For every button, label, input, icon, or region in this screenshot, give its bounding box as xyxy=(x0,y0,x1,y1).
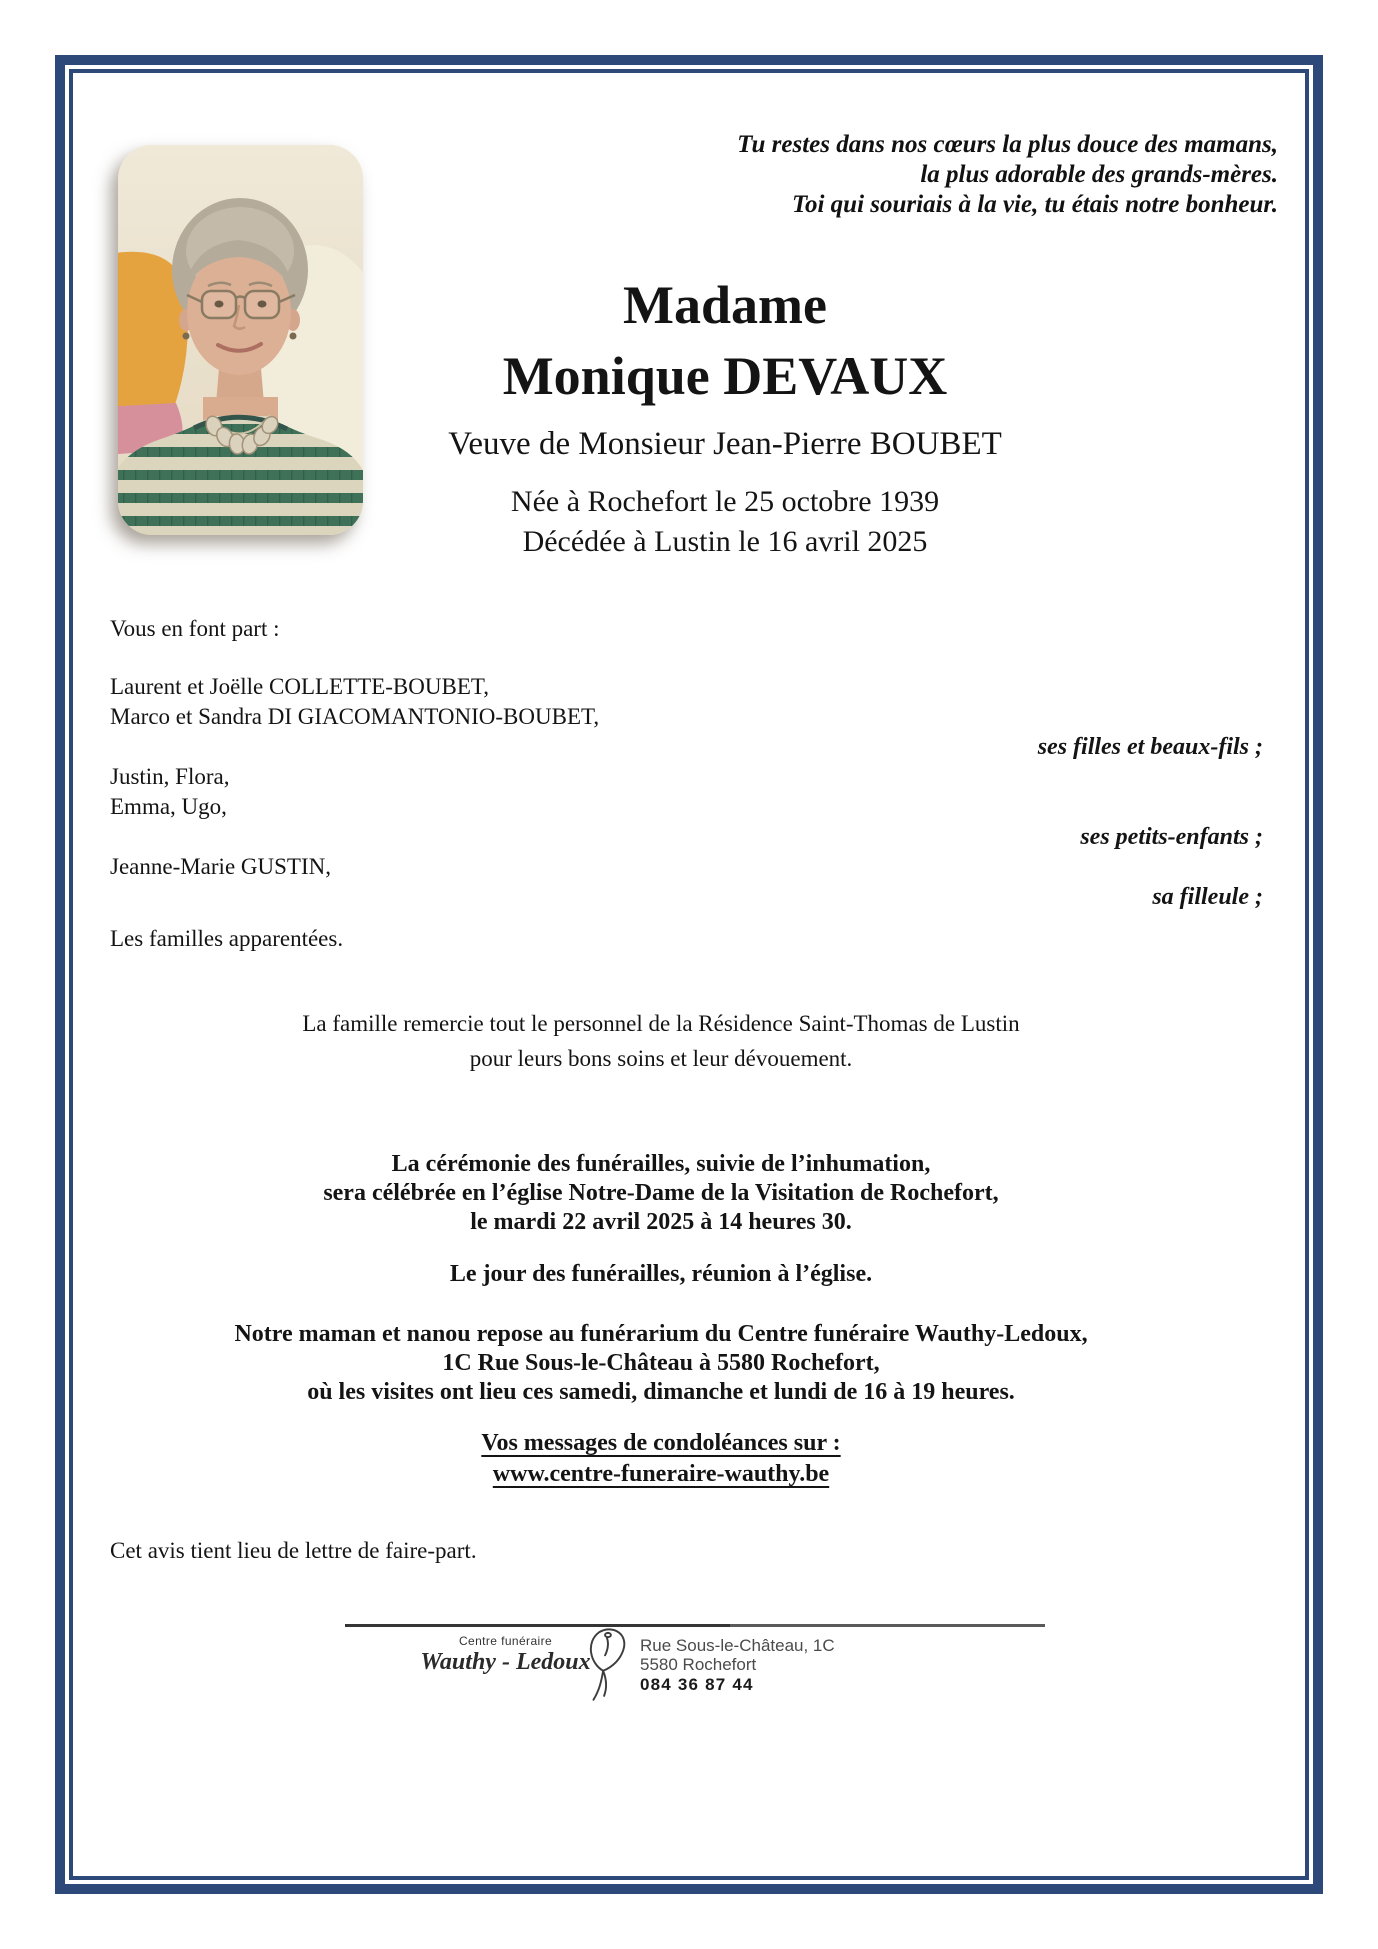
family-name: Laurent et Joëlle COLLETTE-BOUBET, xyxy=(110,674,489,699)
epitaph-line: Tu restes dans nos cœurs la plus douce des mamans, xyxy=(737,131,1278,158)
death-line: Décédée à Lustin le 16 avril 2025 xyxy=(522,525,928,558)
condolences-label: Vos messages de condoléances sur : xyxy=(481,1430,841,1456)
ceremony-line: La cérémonie des funérailles, suivie de l’inhumation, xyxy=(391,1151,931,1177)
relation-label: ses petits-enfants ; xyxy=(1080,824,1263,850)
thanks-section xyxy=(0,1006,1350,1076)
deceased-name: Monique DEVAUX xyxy=(502,346,948,406)
life-dates xyxy=(36,482,1378,562)
calla-lily-icon xyxy=(578,1626,636,1702)
funeral-home-contact xyxy=(640,1636,835,1694)
address-line: 5580 Rochefort xyxy=(640,1655,757,1674)
repose-line: Notre maman et nanou repose au funérarium du Centre funéraire Wauthy-Ledoux, xyxy=(234,1321,1088,1347)
funeral-home-brand xyxy=(418,1634,593,1676)
footer-divider xyxy=(345,1624,1045,1627)
phone-number: 084 36 87 44 xyxy=(640,1675,754,1694)
intro-line: Vous en font part : xyxy=(110,616,280,641)
repose-line: 1C Rue Sous-le-Château à 5580 Rochefort, xyxy=(442,1350,880,1376)
repose-line: où les visites ont lieu ces samedi, dimanche et lundi de 16 à 19 heures. xyxy=(307,1379,1015,1405)
brand-tagline: Centre funéraire xyxy=(458,1634,553,1648)
header xyxy=(36,270,1378,562)
ceremony-line: sera célébrée en l’église Notre-Dame de la Visitation de Rochefort, xyxy=(323,1180,999,1206)
notice-line: Cet avis tient lieu de lettre de faire-part. xyxy=(110,1538,477,1563)
address-line: Rue Sous-le-Château, 1C xyxy=(640,1636,835,1655)
relation-label: ses filles et beaux-fils ; xyxy=(1037,734,1263,760)
family-name: Jeanne-Marie GUSTIN, xyxy=(110,854,331,879)
brand-name: Wauthy - Ledoux xyxy=(420,1649,591,1675)
condolences-url: www.centre-funeraire-wauthy.be xyxy=(492,1461,830,1487)
widow-subtitle: Veuve de Monsieur Jean-Pierre BOUBET xyxy=(448,426,1002,462)
closing-line: Les familles apparentées. xyxy=(110,926,344,951)
reunion-line: Le jour des funérailles, réunion à l’église. xyxy=(449,1261,873,1287)
family-name: Marco et Sandra DI GIACOMANTONIO-BOUBET, xyxy=(110,704,600,729)
epitaph-line: Toi qui souriais à la vie, tu étais notre bonheur. xyxy=(792,191,1278,218)
epitaph-line: la plus adorable des grands-mères. xyxy=(920,161,1278,188)
thanks-line: pour leurs bons soins et leur dévouement. xyxy=(469,1046,853,1071)
family-name: Emma, Ugo, xyxy=(110,794,227,819)
relation-label: sa filleule ; xyxy=(1152,884,1263,910)
announcement-section xyxy=(110,614,1263,954)
condolences-section xyxy=(0,1428,1350,1490)
repose-section xyxy=(0,1320,1350,1407)
thanks-line: La famille remercie tout le personnel de la Résidence Saint-Thomas de Lustin xyxy=(302,1011,1020,1036)
ceremony-line: le mardi 22 avril 2025 à 14 heures 30. xyxy=(470,1209,852,1235)
birth-line: Née à Rochefort le 25 octobre 1939 xyxy=(510,485,940,518)
page-title: Madame xyxy=(623,275,827,335)
ceremony-section xyxy=(0,1150,1350,1237)
epitaph xyxy=(737,130,1278,220)
family-name: Justin, Flora, xyxy=(110,764,230,789)
